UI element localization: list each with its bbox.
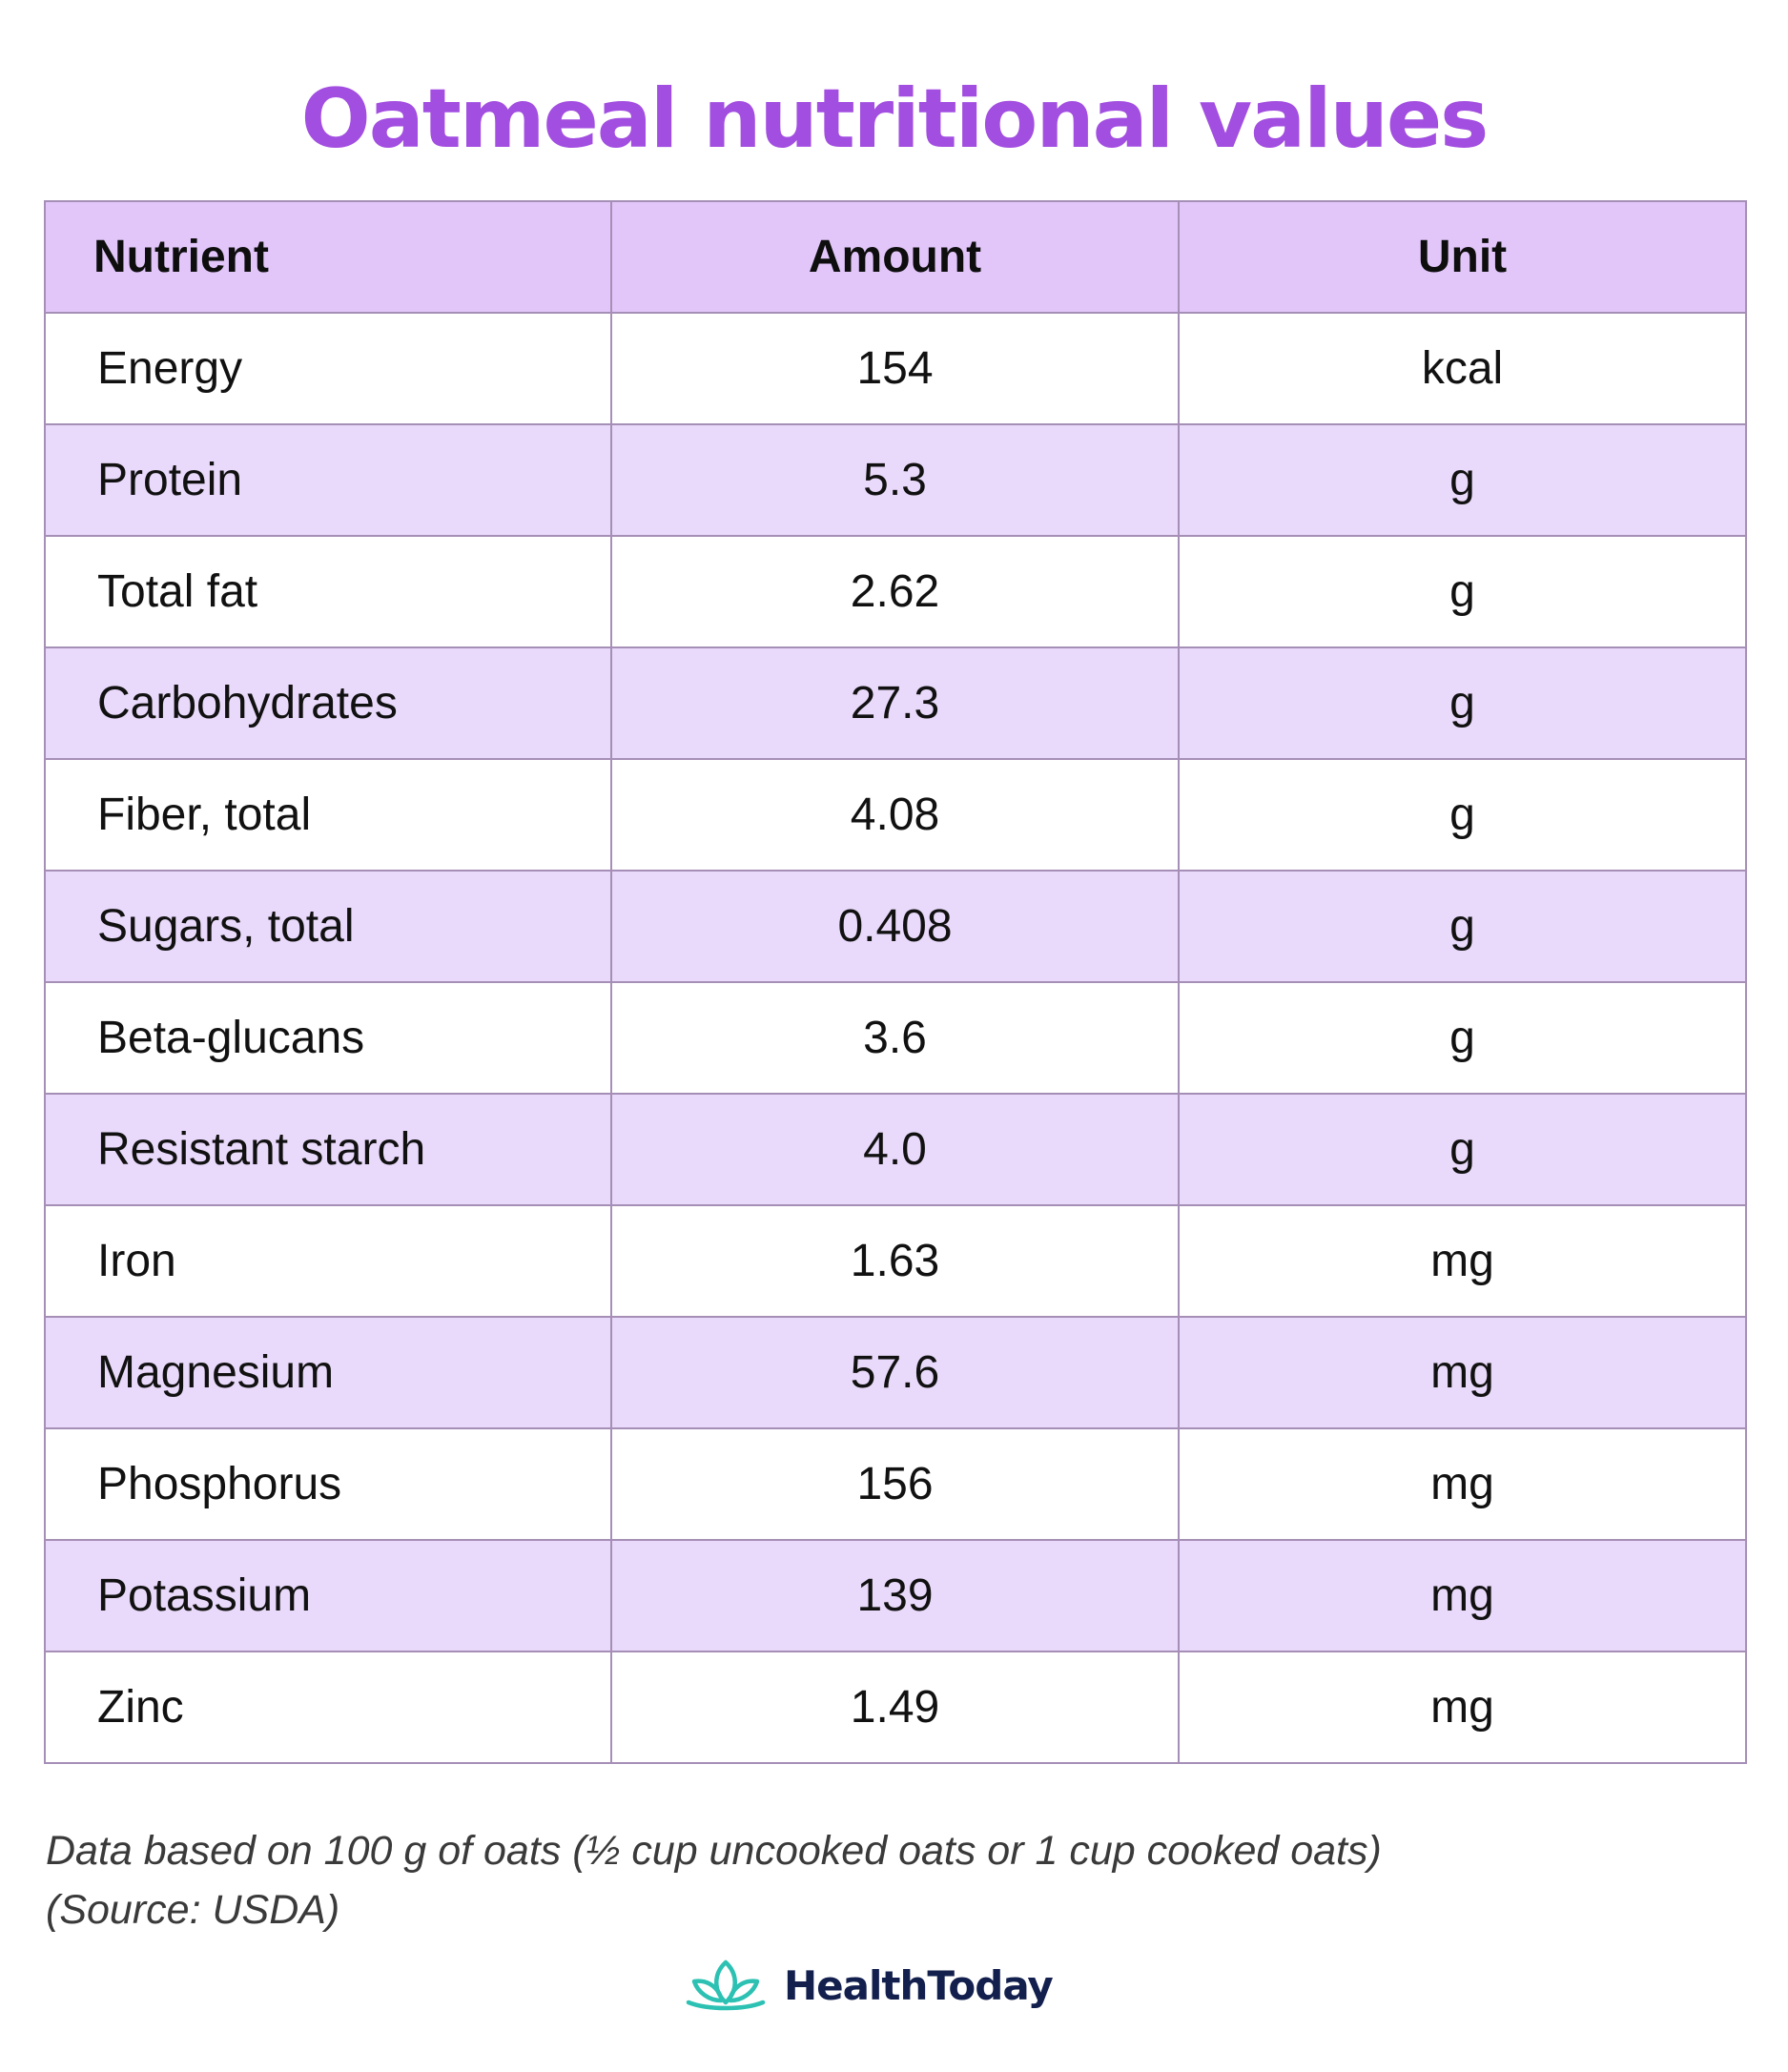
table-row <box>45 1205 1746 1317</box>
brand-name: HealthToday <box>784 1961 1053 2009</box>
column-header-unit: Unit <box>1179 201 1746 313</box>
column-header-nutrient: Nutrient <box>45 201 611 313</box>
footnote-source: (Source: USDA) <box>46 1887 340 1933</box>
unit-cell: g <box>1179 759 1746 871</box>
nutrient-cell: Fiber, total <box>45 759 611 871</box>
unit-cell: g <box>1179 1094 1746 1205</box>
nutrient-cell: Resistant starch <box>45 1094 611 1205</box>
nutrient-cell: Zinc <box>45 1651 611 1763</box>
amount-cell: 1.49 <box>611 1651 1179 1763</box>
amount-cell: 27.3 <box>611 647 1179 759</box>
table-row <box>45 1651 1746 1763</box>
footnote <box>46 1821 1382 1939</box>
nutrient-cell: Sugars, total <box>45 871 611 982</box>
nutrient-cell: Total fat <box>45 536 611 647</box>
table-row <box>45 536 1746 647</box>
amount-cell: 3.6 <box>611 982 1179 1094</box>
amount-cell: 139 <box>611 1540 1179 1651</box>
table-row <box>45 759 1746 871</box>
unit-cell: kcal <box>1179 313 1746 424</box>
table-row <box>45 982 1746 1094</box>
amount-cell: 0.408 <box>611 871 1179 982</box>
unit-cell: g <box>1179 424 1746 536</box>
amount-cell: 4.08 <box>611 759 1179 871</box>
table-row <box>45 647 1746 759</box>
table-header-row <box>45 201 1746 313</box>
lotus-icon <box>685 1959 767 2012</box>
unit-cell: mg <box>1179 1540 1746 1651</box>
nutrient-cell: Protein <box>45 424 611 536</box>
nutrient-cell: Energy <box>45 313 611 424</box>
unit-cell: mg <box>1179 1651 1746 1763</box>
amount-cell: 2.62 <box>611 536 1179 647</box>
unit-cell: mg <box>1179 1428 1746 1540</box>
table-row <box>45 1317 1746 1428</box>
amount-cell: 5.3 <box>611 424 1179 536</box>
amount-cell: 156 <box>611 1428 1179 1540</box>
table-row <box>45 871 1746 982</box>
nutrient-cell: Phosphorus <box>45 1428 611 1540</box>
amount-cell: 154 <box>611 313 1179 424</box>
nutrient-cell: Beta-glucans <box>45 982 611 1094</box>
unit-cell: g <box>1179 647 1746 759</box>
table-row <box>45 1540 1746 1651</box>
unit-cell: mg <box>1179 1205 1746 1317</box>
nutrient-cell: Potassium <box>45 1540 611 1651</box>
nutrient-cell: Magnesium <box>45 1317 611 1428</box>
table-row <box>45 1094 1746 1205</box>
unit-cell: g <box>1179 982 1746 1094</box>
nutrient-cell: Iron <box>45 1205 611 1317</box>
footnote-basis: Data based on 100 g of oats (½ cup uncooked oats or 1 cup cooked oats) <box>46 1828 1382 1874</box>
table-row <box>45 1428 1746 1540</box>
column-header-amount: Amount <box>611 201 1179 313</box>
amount-cell: 57.6 <box>611 1317 1179 1428</box>
amount-cell: 4.0 <box>611 1094 1179 1205</box>
table-row <box>45 424 1746 536</box>
unit-cell: mg <box>1179 1317 1746 1428</box>
table-row <box>45 313 1746 424</box>
page-title: Oatmeal nutritional values <box>300 72 1488 167</box>
nutrition-table <box>44 200 1747 1764</box>
unit-cell: g <box>1179 871 1746 982</box>
unit-cell: g <box>1179 536 1746 647</box>
nutrient-cell: Carbohydrates <box>45 647 611 759</box>
amount-cell: 1.63 <box>611 1205 1179 1317</box>
brand-logo <box>685 1955 1053 2016</box>
